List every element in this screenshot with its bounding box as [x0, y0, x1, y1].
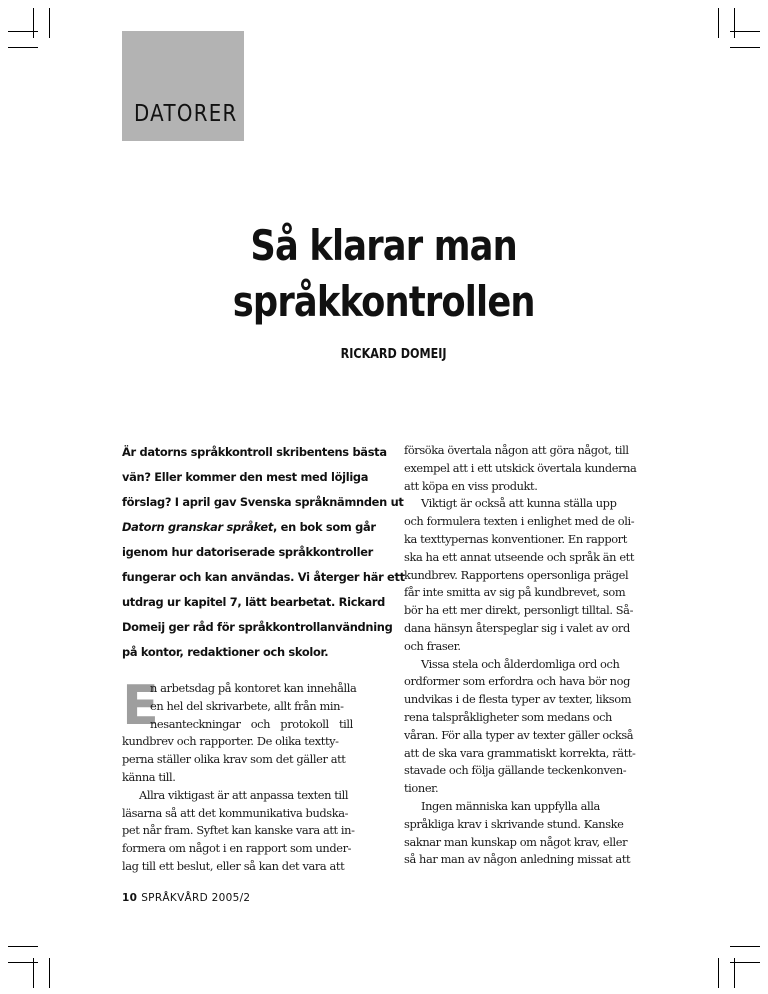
body-line: n arbetsdag på kontoret kan innehålla: [150, 681, 357, 695]
crop-mark: [718, 8, 719, 38]
body-line: saknar man kunskap om något krav, eller: [404, 834, 628, 849]
body-line: försöka övertala någon att göra något, till: [404, 443, 629, 457]
body-line: läsarna så att det kommunikativa budska-: [122, 805, 349, 820]
body-line: Allra viktigast är att anpassa texten till: [139, 787, 349, 802]
lead-line: utdrag ur kapitel 7, lätt bearbetat. Rickard: [122, 595, 386, 609]
body-line: Ingen människa kan uppfylla alla: [421, 798, 600, 813]
body-line: formera om något i en rapport som under-: [122, 841, 352, 856]
crop-mark: [730, 962, 760, 963]
page-number: 10: [122, 892, 138, 904]
lead-line: Domeij ger råd för språkkontrollanvändning: [122, 620, 393, 634]
body-line: språkliga krav i skrivande stund. Kanske: [404, 816, 624, 831]
lead-line: förslag? I april gav Svenska språknämnden ut: [122, 495, 404, 509]
body-line: tioner.: [404, 781, 439, 796]
book-title: Datorn granskar språket: [122, 520, 273, 534]
article-title: [0, 218, 768, 330]
body-line: Vissa stela och ålderdomliga ord och: [421, 656, 620, 671]
body-line: kundbrev. Rapportens opersonliga prägel: [404, 567, 629, 582]
lead-line: Är datorns språkkontroll skribentens bästa: [122, 445, 387, 459]
body-line: ordformer som erfordra och hava bör nog: [404, 674, 630, 689]
title-line: Så klarar man: [250, 221, 518, 270]
crop-mark: [730, 31, 760, 32]
body-line: kundbrev och rapporter. De olika textty-: [122, 734, 339, 749]
body-line: perna ställer olika krav som det gäller att: [122, 752, 346, 767]
body-line: våran. För alla typer av texter gäller också: [404, 727, 634, 742]
author-byline: [0, 347, 768, 362]
body-column-2: [404, 442, 669, 869]
body-line: en hel del skrivarbete, allt från min-: [150, 698, 344, 713]
crop-mark: [734, 8, 735, 38]
crop-mark: [8, 946, 38, 947]
crop-mark: [730, 946, 760, 947]
drop-cap: E: [122, 674, 159, 737]
body-line: ka texttypernas konventioner. En rapport: [404, 531, 627, 546]
crop-mark: [33, 8, 34, 38]
body-line: lag till ett beslut, eller så kan det vara att: [122, 858, 345, 873]
lead-line: igenom hur datoriserade språkkontroller: [122, 545, 373, 559]
crop-mark: [8, 31, 38, 32]
crop-mark: [8, 962, 38, 963]
body-line: får inte smitta av sig på kundbrevet, som: [404, 585, 626, 600]
body-line: Viktigt är också att kunna ställa upp: [421, 496, 617, 511]
body-line: bör ha ett mer direkt, personligt tilltal. Så-: [404, 603, 634, 618]
lead-line: fungerar och kan användas. Vi återger här ett: [122, 570, 405, 584]
lead-line: Datorn granskar språket, en bok som går: [122, 520, 376, 534]
crop-mark: [8, 47, 38, 48]
body-line: att köpa en viss produkt.: [404, 478, 538, 493]
body-line: exempel att i ett utskick övertala kunderna: [404, 460, 637, 475]
lead-line: vän? Eller kommer den mest med löjliga: [122, 470, 369, 484]
body-line: stavade och följa gällande teckenkonven-: [404, 763, 627, 778]
body-line: pet når fram. Syftet kan kanske vara att in-: [122, 823, 355, 838]
body-line: känna till.: [122, 769, 176, 784]
title-line: språkkontrollen: [233, 277, 535, 326]
crop-mark: [730, 47, 760, 48]
body-line: och fraser.: [404, 638, 461, 653]
body-line: så har man av någon anledning missat att: [404, 852, 631, 867]
body-line: och formulera texten i enlighet med de oli-: [404, 514, 635, 529]
body-line: undvikas i de flesta typer av texter, liksom: [404, 692, 632, 707]
body-line: ska ha ett annat utseende och språk än ett: [404, 549, 635, 564]
lead-line: på kontor, redaktioner och skolor.: [122, 645, 329, 659]
body-line: dana hänsyn återspeglar sig i valet av ord: [404, 620, 630, 635]
page-footer: [122, 892, 250, 904]
journal-name: SPRÅKVÅRD 2005/2: [141, 892, 251, 904]
section-label: DATORER: [134, 101, 238, 127]
crop-mark: [49, 8, 50, 38]
crop-mark: [49, 958, 50, 988]
author-name: RICKARD DOMEIJ: [341, 347, 447, 362]
lead-paragraph: [122, 440, 405, 665]
body-line: att de ska vara grammatiskt korrekta, rätt-: [404, 745, 636, 760]
crop-mark: [718, 958, 719, 988]
body-line: rena talspråkligheter som medans och: [404, 709, 612, 724]
body-column-1: [122, 674, 387, 876]
body-line: nesanteckningar och protokoll till: [150, 716, 353, 731]
